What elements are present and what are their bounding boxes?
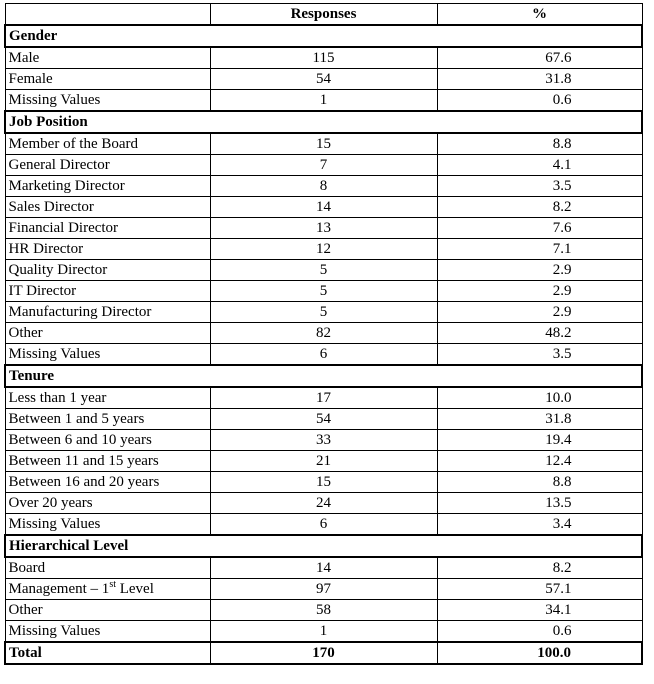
row-label-text: Management – 1 (8, 581, 110, 597)
table-row (5, 387, 642, 409)
row-percent: 31.8 (437, 69, 642, 90)
header-responses: Responses (210, 4, 437, 26)
row-percent: 0.6 (437, 621, 642, 643)
row-percent: 8.8 (437, 133, 642, 155)
row-percent: 48.2 (437, 323, 642, 344)
row-responses: 82 (210, 323, 437, 344)
section-header-row (5, 535, 642, 557)
row-responses: 54 (210, 69, 437, 90)
header-label (5, 4, 210, 26)
table-row (5, 133, 642, 155)
row-label: General Director (5, 155, 210, 176)
table-row (5, 451, 642, 472)
total-row (5, 642, 642, 664)
table-row (5, 600, 642, 621)
table-row (5, 239, 642, 260)
row-percent: 2.9 (437, 302, 642, 323)
row-responses: 115 (210, 47, 437, 69)
section-title: Tenure (5, 365, 642, 387)
row-label: Missing Values (5, 514, 210, 536)
row-responses: 15 (210, 472, 437, 493)
table-row (5, 69, 642, 90)
table-row (5, 281, 642, 302)
row-percent: 3.4 (437, 514, 642, 536)
row-responses: 1 (210, 90, 437, 112)
table-row (5, 621, 642, 643)
total-percent: 100.0 (437, 642, 642, 664)
row-label-tail: Level (115, 581, 154, 597)
row-responses: 5 (210, 302, 437, 323)
row-percent: 8.2 (437, 557, 642, 579)
row-percent: 2.9 (437, 281, 642, 302)
row-responses: 15 (210, 133, 437, 155)
section-title: Hierarchical Level (5, 535, 642, 557)
table-row (5, 47, 642, 69)
row-responses: 21 (210, 451, 437, 472)
row-label: Missing Values (5, 344, 210, 366)
table-row (5, 493, 642, 514)
table-row (5, 218, 642, 239)
row-percent: 3.5 (437, 344, 642, 366)
table-row (5, 514, 642, 536)
row-responses: 58 (210, 600, 437, 621)
table-row (5, 409, 642, 430)
row-percent: 67.6 (437, 47, 642, 69)
row-label: Manufacturing Director (5, 302, 210, 323)
row-label: Quality Director (5, 260, 210, 281)
row-percent: 0.6 (437, 90, 642, 112)
section-header-row (5, 25, 642, 47)
row-label: Other (5, 323, 210, 344)
row-percent: 8.8 (437, 472, 642, 493)
row-label (5, 579, 210, 600)
row-percent: 3.5 (437, 176, 642, 197)
table-row (5, 472, 642, 493)
row-label: Female (5, 69, 210, 90)
row-responses: 6 (210, 344, 437, 366)
row-responses: 14 (210, 197, 437, 218)
demographics-table (4, 3, 643, 665)
row-percent: 57.1 (437, 579, 642, 600)
row-responses: 97 (210, 579, 437, 600)
row-responses: 6 (210, 514, 437, 536)
row-percent: 12.4 (437, 451, 642, 472)
row-label-superscript: st (109, 579, 116, 590)
row-label: Sales Director (5, 197, 210, 218)
row-responses: 5 (210, 260, 437, 281)
row-label: IT Director (5, 281, 210, 302)
row-responses: 12 (210, 239, 437, 260)
table-row (5, 302, 642, 323)
row-responses: 13 (210, 218, 437, 239)
table-header-row (5, 4, 642, 26)
total-label: Total (5, 642, 210, 664)
section-header-row (5, 365, 642, 387)
row-label: HR Director (5, 239, 210, 260)
survey-table-container (4, 3, 643, 665)
row-percent: 4.1 (437, 155, 642, 176)
row-percent: 7.1 (437, 239, 642, 260)
row-percent: 19.4 (437, 430, 642, 451)
row-label: Marketing Director (5, 176, 210, 197)
table-row (5, 260, 642, 281)
row-label: Board (5, 557, 210, 579)
section-title: Gender (5, 25, 642, 47)
row-label: Missing Values (5, 90, 210, 112)
table-row (5, 430, 642, 451)
section-header-row (5, 111, 642, 133)
row-label: Missing Values (5, 621, 210, 643)
row-percent: 13.5 (437, 493, 642, 514)
row-label: Over 20 years (5, 493, 210, 514)
section-title: Job Position (5, 111, 642, 133)
row-label: Between 16 and 20 years (5, 472, 210, 493)
row-label: Male (5, 47, 210, 69)
row-label: Financial Director (5, 218, 210, 239)
row-responses: 24 (210, 493, 437, 514)
table-row (5, 323, 642, 344)
row-percent: 31.8 (437, 409, 642, 430)
table-row (5, 90, 642, 112)
table-body (5, 25, 642, 642)
row-responses: 5 (210, 281, 437, 302)
row-label: Between 11 and 15 years (5, 451, 210, 472)
table-row (5, 176, 642, 197)
row-percent: 2.9 (437, 260, 642, 281)
row-label: Between 1 and 5 years (5, 409, 210, 430)
row-responses: 7 (210, 155, 437, 176)
row-responses: 1 (210, 621, 437, 643)
row-responses: 17 (210, 387, 437, 409)
row-responses: 8 (210, 176, 437, 197)
row-label: Less than 1 year (5, 387, 210, 409)
row-responses: 54 (210, 409, 437, 430)
row-percent: 10.0 (437, 387, 642, 409)
table-row (5, 557, 642, 579)
row-responses: 33 (210, 430, 437, 451)
row-label: Other (5, 600, 210, 621)
row-percent: 8.2 (437, 197, 642, 218)
table-row (5, 344, 642, 366)
table-row (5, 197, 642, 218)
table-row (5, 155, 642, 176)
row-percent: 7.6 (437, 218, 642, 239)
total-responses: 170 (210, 642, 437, 664)
table-row (5, 579, 642, 600)
row-label: Between 6 and 10 years (5, 430, 210, 451)
row-percent: 34.1 (437, 600, 642, 621)
header-percent: % (437, 4, 642, 26)
row-label: Member of the Board (5, 133, 210, 155)
row-responses: 14 (210, 557, 437, 579)
